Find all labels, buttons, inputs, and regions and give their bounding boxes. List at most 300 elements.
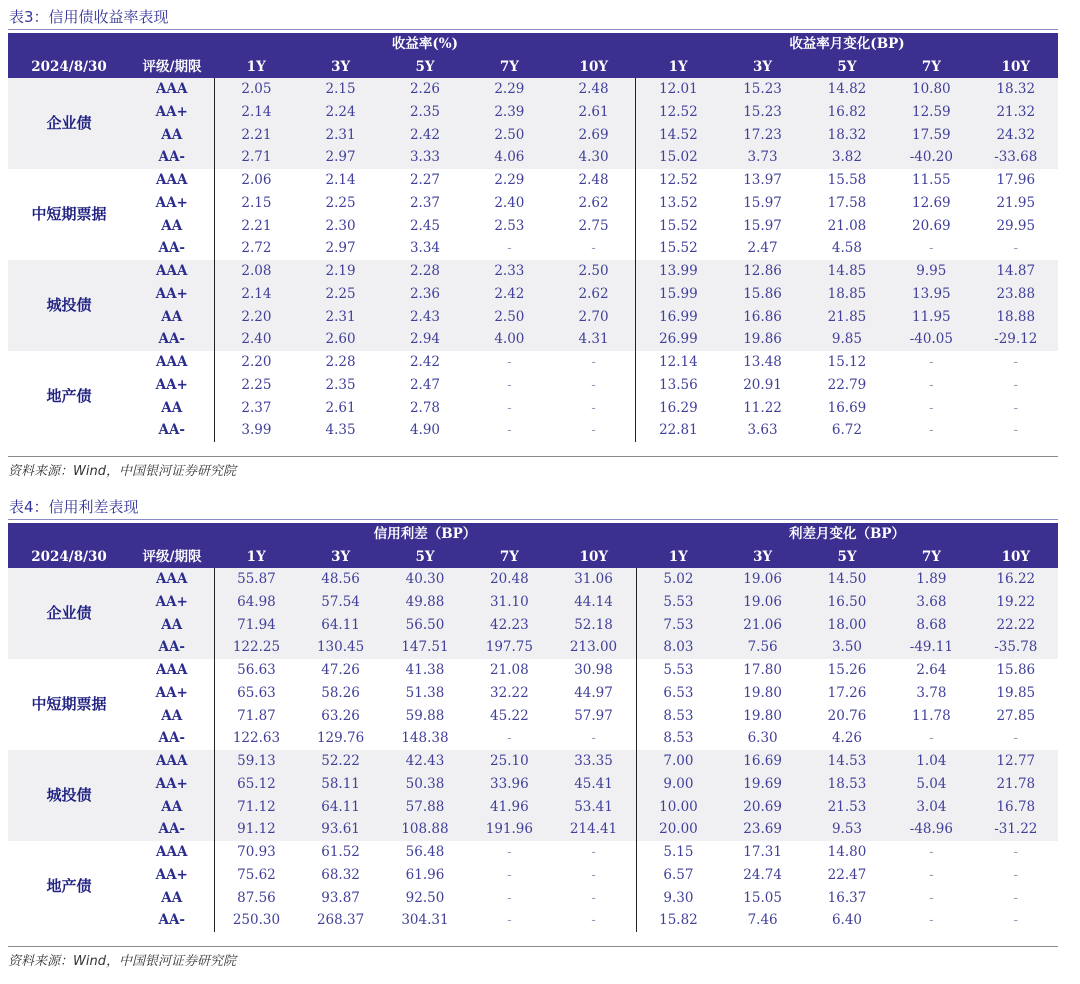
- value-cell: -: [507, 240, 512, 257]
- tenor-header: 1Y: [636, 546, 720, 568]
- value-cell: 4.35: [325, 422, 356, 439]
- tenor-header: 3Y: [720, 56, 804, 78]
- value-cell: 213.00: [552, 636, 636, 659]
- value-cell: 19.22: [974, 591, 1058, 614]
- value-cell: -: [929, 376, 934, 393]
- value-cell: 2.39: [467, 101, 551, 124]
- value-cell: 17.23: [720, 124, 804, 147]
- value-cell: 29.95: [996, 217, 1036, 234]
- value-cell: 64.11: [298, 796, 382, 819]
- value-cell: 9.00: [636, 773, 720, 796]
- value-cell: 53.41: [552, 796, 636, 819]
- value-cell: 2.06: [241, 172, 272, 188]
- value-cell: 15.12: [827, 354, 867, 370]
- value-cell: 2.14: [214, 283, 298, 306]
- value-cell: 6.53: [663, 684, 694, 701]
- value-cell: 9.30: [663, 889, 694, 906]
- value-cell: 52.22: [298, 750, 382, 773]
- value-cell: 129.76: [316, 730, 365, 747]
- value-cell: 51.38: [405, 684, 445, 701]
- table-row: [8, 78, 1058, 101]
- value-cell: 18.32: [974, 78, 1058, 101]
- value-cell: 30.98: [552, 659, 636, 682]
- rating-cell: AA+: [130, 283, 214, 306]
- value-cell: -29.12: [974, 328, 1058, 351]
- value-cell: 7.00: [636, 750, 720, 773]
- rating-cell: AAA: [130, 568, 214, 591]
- value-cell: 13.97: [743, 172, 782, 188]
- value-cell: 12.86: [720, 260, 804, 283]
- value-cell: 31.10: [467, 591, 551, 614]
- rating-cell: AA: [130, 215, 214, 238]
- source-note: 资料来源：Wind，中国银河证券研究院: [8, 946, 1058, 976]
- value-cell: 10.00: [636, 796, 720, 819]
- value-cell: 24.74: [743, 866, 782, 883]
- table-row: [8, 727, 1058, 750]
- value-cell: 44.14: [552, 591, 636, 614]
- value-cell: 10.80: [889, 78, 973, 101]
- rating-cell: AAA: [130, 78, 214, 101]
- tenor-header: 5Y: [805, 546, 889, 568]
- value-cell: 2.61: [325, 399, 356, 416]
- value-cell: 2.60: [298, 328, 382, 351]
- value-cell: 70.93: [237, 844, 276, 860]
- table-row: [8, 192, 1058, 215]
- value-cell: 16.82: [805, 101, 889, 124]
- value-cell: 2.29: [467, 78, 551, 101]
- value-cell: 2.28: [383, 260, 467, 283]
- value-cell: 16.99: [636, 306, 720, 329]
- tenor-header: 7Y: [467, 56, 551, 78]
- value-cell: 68.32: [321, 866, 360, 883]
- value-cell: 21.06: [720, 614, 804, 637]
- value-cell: 2.14: [214, 101, 298, 124]
- value-cell: 2.28: [325, 354, 356, 370]
- value-cell: 3.99: [241, 422, 272, 439]
- value-cell: 21.85: [805, 306, 889, 329]
- value-cell: 9.95: [889, 260, 973, 283]
- table-row: [8, 351, 1058, 374]
- table-row: [8, 864, 1058, 887]
- value-cell: -31.22: [974, 818, 1058, 841]
- value-cell: 42.23: [467, 614, 551, 637]
- value-cell: 71.94: [214, 614, 298, 637]
- value-cell: 15.05: [743, 889, 782, 906]
- value-cell: 18.85: [805, 283, 889, 306]
- value-cell: 5.53: [663, 662, 694, 678]
- value-cell: 2.37: [241, 399, 272, 416]
- value-cell: 2.20: [241, 354, 272, 370]
- value-cell: 13.48: [743, 354, 782, 370]
- value-cell: 2.40: [494, 194, 525, 211]
- table-row: [8, 169, 1058, 192]
- table-row: [8, 841, 1058, 864]
- value-cell: 2.25: [325, 194, 356, 211]
- rating-cell: AA-: [130, 727, 214, 750]
- value-cell: 58.26: [321, 684, 360, 701]
- value-cell: 19.80: [743, 684, 782, 701]
- value-cell: 26.99: [636, 328, 720, 351]
- value-cell: 2.45: [409, 217, 440, 234]
- table-row: [8, 568, 1058, 591]
- value-cell: 15.86: [996, 662, 1036, 678]
- value-cell: 2.19: [298, 260, 382, 283]
- value-cell: 14.87: [974, 260, 1058, 283]
- table-row: [8, 636, 1058, 659]
- value-cell: 3.68: [889, 591, 973, 614]
- rating-cell: AA: [130, 796, 214, 819]
- value-cell: 52.18: [552, 614, 636, 637]
- rating-cell: AA-: [130, 237, 214, 260]
- value-cell: -: [929, 844, 934, 860]
- value-cell: 23.69: [720, 818, 804, 841]
- value-cell: 5.53: [636, 591, 720, 614]
- value-cell: 20.91: [743, 376, 782, 393]
- value-cell: 197.75: [467, 636, 551, 659]
- bond-type-label: 城投债: [8, 750, 130, 841]
- value-cell: 2.24: [298, 101, 382, 124]
- value-cell: 12.14: [659, 354, 698, 370]
- value-cell: 8.03: [636, 636, 720, 659]
- value-cell: 25.10: [467, 750, 551, 773]
- value-cell: 2.15: [241, 194, 272, 211]
- value-cell: 42.43: [383, 750, 467, 773]
- value-cell: 15.26: [827, 662, 867, 678]
- value-cell: 15.99: [636, 283, 720, 306]
- value-cell: 18.32: [805, 124, 889, 147]
- value-cell: 21.32: [974, 101, 1058, 124]
- tenor-header: 1Y: [214, 56, 298, 78]
- value-cell: 49.88: [383, 591, 467, 614]
- value-cell: 2.48: [552, 169, 636, 192]
- value-cell: -: [929, 889, 934, 906]
- value-cell: 56.63: [237, 662, 276, 678]
- tenor-header: 10Y: [552, 546, 636, 568]
- value-cell: 2.62: [552, 283, 636, 306]
- value-cell: 58.11: [298, 773, 382, 796]
- value-cell: 57.54: [298, 591, 382, 614]
- value-cell: 2.75: [552, 215, 636, 238]
- value-cell: 3.50: [805, 636, 889, 659]
- value-cell: -: [929, 240, 934, 257]
- value-cell: 16.29: [659, 399, 698, 416]
- value-cell: 13.99: [636, 260, 720, 283]
- value-cell: 2.71: [214, 146, 298, 169]
- value-cell: 7.53: [636, 614, 720, 637]
- bond-type-label: 企业债: [8, 568, 130, 659]
- value-cell: 33.96: [467, 773, 551, 796]
- value-cell: 44.97: [552, 682, 636, 705]
- value-cell: -: [507, 844, 512, 860]
- value-cell: 3.73: [720, 146, 804, 169]
- value-cell: -: [507, 912, 512, 929]
- bond-type-label: 地产债: [46, 387, 92, 406]
- value-cell: 2.43: [383, 306, 467, 329]
- value-cell: 2.47: [409, 376, 440, 393]
- value-cell: 3.33: [383, 146, 467, 169]
- value-cell: -: [929, 912, 934, 929]
- table-row: [8, 260, 1058, 283]
- rating-cell: AA+: [130, 101, 214, 124]
- value-cell: 18.53: [805, 773, 889, 796]
- value-cell: 4.31: [552, 328, 636, 351]
- value-cell: 2.94: [383, 328, 467, 351]
- value-cell: 12.69: [912, 194, 951, 211]
- value-cell: -: [552, 237, 636, 260]
- table-row: [8, 773, 1058, 796]
- rating-cell: AA-: [130, 146, 214, 169]
- table-row: [8, 818, 1058, 841]
- value-cell: 17.26: [827, 684, 867, 701]
- rating-cell: AA: [130, 306, 214, 329]
- value-cell: -: [1013, 422, 1019, 439]
- value-cell: -: [552, 374, 636, 397]
- value-cell: 22.47: [827, 866, 867, 883]
- value-cell: 13.95: [889, 283, 973, 306]
- value-cell: 15.52: [659, 217, 698, 234]
- value-cell: 13.52: [659, 194, 698, 211]
- value-cell: 17.31: [743, 844, 782, 860]
- value-cell: 304.31: [401, 912, 449, 929]
- value-cell: -: [552, 864, 636, 887]
- tenor-header: 7Y: [467, 546, 551, 568]
- value-cell: 2.05: [214, 78, 298, 101]
- value-cell: 45.22: [490, 707, 529, 724]
- table-row: [8, 750, 1058, 773]
- value-cell: 16.22: [974, 568, 1058, 591]
- value-cell: 12.52: [659, 172, 698, 188]
- value-cell: 40.30: [383, 568, 467, 591]
- value-cell: 14.82: [805, 78, 889, 101]
- value-cell: 17.80: [743, 662, 782, 678]
- value-cell: 15.97: [743, 194, 782, 211]
- value-cell: 5.02: [636, 568, 720, 591]
- rating-cell: AA+: [130, 591, 214, 614]
- value-cell: 2.08: [214, 260, 298, 283]
- value-cell: 214.41: [552, 818, 636, 841]
- spread-table-section: [8, 496, 1058, 976]
- table-row: [8, 659, 1058, 682]
- value-cell: 31.06: [552, 568, 636, 591]
- value-cell: 20.69: [912, 217, 951, 234]
- value-cell: 2.62: [552, 192, 636, 215]
- value-cell: 3.63: [747, 422, 778, 439]
- value-cell: 24.32: [974, 124, 1058, 147]
- value-cell: 4.06: [467, 146, 551, 169]
- value-cell: 4.58: [831, 240, 862, 257]
- value-cell: 15.23: [720, 78, 804, 101]
- header-blank: [8, 523, 214, 546]
- value-cell: 15.58: [827, 172, 867, 188]
- value-cell: 2.42: [409, 354, 440, 370]
- value-cell: 130.45: [298, 636, 382, 659]
- rating-cell: AA-: [130, 909, 214, 932]
- date-header: 2024/8/30: [8, 56, 130, 78]
- value-cell: 2.42: [383, 124, 467, 147]
- value-cell: 61.96: [405, 866, 445, 883]
- value-cell: -40.20: [889, 146, 973, 169]
- rating-header: 评级/期限: [130, 546, 214, 568]
- value-cell: 3.34: [409, 240, 440, 257]
- rating-header: 评级/期限: [130, 56, 214, 78]
- tenor-header: 1Y: [636, 56, 720, 78]
- value-cell: 55.87: [214, 568, 298, 591]
- tenor-header: 5Y: [383, 546, 467, 568]
- value-cell: 19.69: [720, 773, 804, 796]
- value-cell: -: [552, 909, 636, 932]
- value-cell: 22.79: [827, 376, 867, 393]
- value-cell: 2.61: [552, 101, 636, 124]
- value-cell: 16.86: [720, 306, 804, 329]
- value-cell: 20.76: [827, 707, 867, 724]
- value-cell: 15.23: [720, 101, 804, 124]
- value-cell: 20.48: [467, 568, 551, 591]
- table-row: [8, 215, 1058, 238]
- value-cell: 16.78: [974, 796, 1058, 819]
- value-cell: 18.00: [805, 614, 889, 637]
- value-cell: 16.50: [805, 591, 889, 614]
- value-cell: 2.21: [214, 124, 298, 147]
- value-cell: 4.30: [552, 146, 636, 169]
- rating-cell: AAA: [130, 841, 214, 864]
- value-cell: 57.88: [383, 796, 467, 819]
- rating-cell: AA: [130, 124, 214, 147]
- value-cell: 2.42: [467, 283, 551, 306]
- value-cell: 63.26: [321, 707, 360, 724]
- value-cell: 61.52: [321, 844, 360, 860]
- value-cell: 6.72: [831, 422, 862, 439]
- table-row: [8, 283, 1058, 306]
- value-cell: 21.08: [490, 662, 529, 678]
- value-cell: 17.96: [996, 172, 1036, 188]
- value-cell: 21.08: [827, 217, 867, 234]
- value-cell: 6.30: [747, 730, 778, 747]
- value-cell: 6.40: [831, 912, 863, 929]
- value-cell: 2.35: [383, 101, 467, 124]
- value-cell: 2.25: [298, 283, 382, 306]
- value-cell: 2.21: [241, 217, 272, 234]
- value-cell: 8.53: [663, 707, 694, 724]
- value-cell: 2.31: [298, 306, 382, 329]
- value-cell: 57.97: [552, 705, 636, 728]
- value-cell: 2.26: [383, 78, 467, 101]
- value-cell: 2.48: [552, 78, 636, 101]
- value-cell: -: [507, 354, 512, 370]
- value-cell: 27.85: [996, 707, 1036, 724]
- value-cell: -: [507, 889, 512, 906]
- value-cell: 2.70: [552, 306, 636, 329]
- rating-cell: AA-: [130, 818, 214, 841]
- tenor-header: 5Y: [383, 56, 467, 78]
- value-cell: 12.77: [974, 750, 1058, 773]
- value-cell: 11.78: [912, 707, 951, 724]
- value-cell: 18.88: [974, 306, 1058, 329]
- value-cell: 122.25: [214, 636, 298, 659]
- value-cell: 16.69: [720, 750, 804, 773]
- tenor-header: 10Y: [974, 56, 1058, 78]
- value-cell: -: [552, 397, 636, 420]
- value-cell: 8.68: [889, 614, 973, 637]
- rating-cell: AA-: [130, 328, 214, 351]
- value-cell: 47.26: [321, 662, 360, 678]
- rating-cell: AA: [130, 397, 214, 420]
- value-cell: -: [929, 730, 934, 747]
- value-cell: -: [552, 727, 636, 750]
- value-cell: 12.52: [636, 101, 720, 124]
- value-cell: 59.13: [214, 750, 298, 773]
- value-cell: 191.96: [467, 818, 551, 841]
- tenor-header: 10Y: [552, 56, 636, 78]
- table-row: [8, 682, 1058, 705]
- value-cell: -40.05: [889, 328, 973, 351]
- rating-cell: AA+: [130, 374, 214, 397]
- rating-cell: AAA: [130, 659, 214, 682]
- rating-cell: AA+: [130, 773, 214, 796]
- value-cell: 2.78: [409, 399, 440, 416]
- value-cell: 14.52: [636, 124, 720, 147]
- value-cell: 6.57: [663, 866, 694, 883]
- tenor-header: 10Y: [974, 546, 1058, 568]
- table-row: [8, 397, 1058, 420]
- value-cell: 59.88: [405, 707, 445, 724]
- value-cell: 64.11: [298, 614, 382, 637]
- value-cell: 15.97: [743, 217, 782, 234]
- table-row: [8, 306, 1058, 329]
- bond-type-label: 中短期票据: [31, 205, 107, 224]
- value-cell: 9.85: [805, 328, 889, 351]
- rating-cell: AA: [130, 887, 214, 910]
- rating-cell: AAA: [130, 750, 214, 773]
- tenor-header: 7Y: [889, 546, 973, 568]
- value-cell: 3.04: [889, 796, 973, 819]
- value-cell: -: [552, 351, 636, 374]
- value-cell: 19.06: [720, 591, 804, 614]
- value-cell: 17.58: [827, 194, 867, 211]
- value-cell: 45.41: [552, 773, 636, 796]
- value-cell: 2.64: [916, 662, 947, 678]
- bond-type-label: 城投债: [8, 260, 130, 351]
- value-cell: 11.22: [743, 399, 782, 416]
- value-cell: 1.04: [889, 750, 973, 773]
- value-cell: -49.11: [889, 636, 973, 659]
- value-cell: 48.56: [298, 568, 382, 591]
- table-row: [8, 374, 1058, 397]
- value-cell: 12.01: [636, 78, 720, 101]
- value-cell: 20.00: [636, 818, 720, 841]
- value-cell: 17.59: [889, 124, 973, 147]
- value-cell: 2.50: [467, 124, 551, 147]
- bond-type-label: 中短期票据: [31, 695, 107, 714]
- value-cell: 14.85: [805, 260, 889, 283]
- value-cell: -33.68: [974, 146, 1058, 169]
- group-header-change: 利差月变化（BP）: [636, 523, 1058, 546]
- tenor-header: 3Y: [298, 546, 382, 568]
- value-cell: 1.89: [889, 568, 973, 591]
- value-cell: -35.78: [974, 636, 1058, 659]
- value-cell: 250.30: [232, 912, 281, 929]
- value-cell: 2.27: [409, 172, 440, 188]
- value-cell: 14.80: [827, 844, 867, 860]
- value-cell: 12.59: [889, 101, 973, 124]
- value-cell: 21.53: [805, 796, 889, 819]
- value-cell: 32.22: [490, 684, 529, 701]
- value-cell: 2.69: [552, 124, 636, 147]
- value-cell: 148.38: [401, 730, 449, 747]
- data-table: [8, 523, 1058, 932]
- data-table: [8, 33, 1058, 442]
- value-cell: 2.53: [494, 217, 525, 234]
- table-row: [8, 909, 1058, 932]
